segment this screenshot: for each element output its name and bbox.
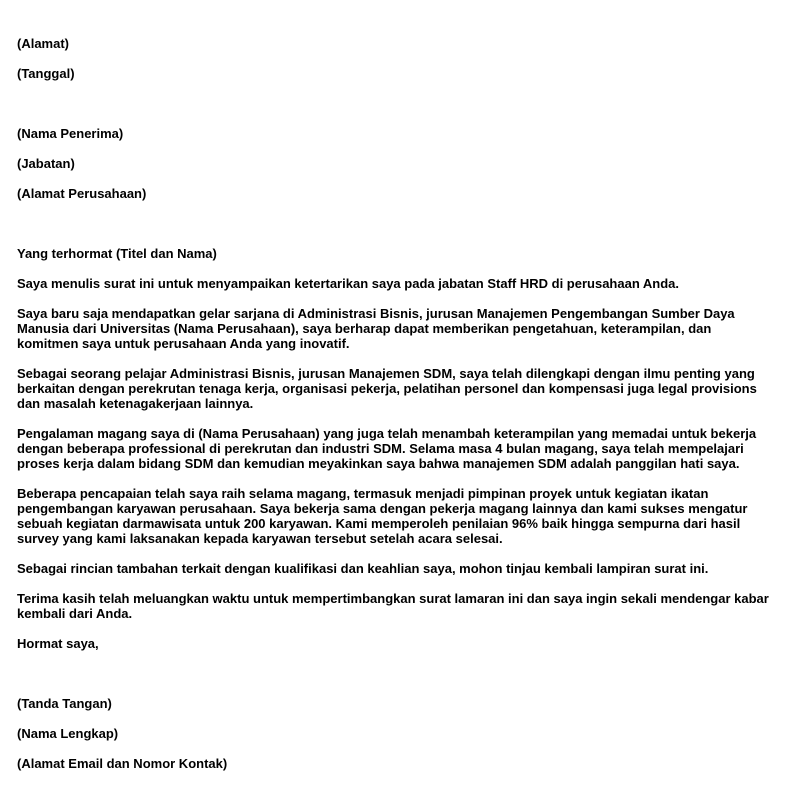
closing: Hormat saya, (17, 636, 99, 651)
paragraph-line: komitmen saya untuk perusahaan Anda yang inovatif. (17, 336, 350, 351)
paragraph-line: dan masalah ketenagakerjaan lainnya. (17, 396, 254, 411)
recipient-name: (Nama Penerima) (17, 126, 124, 141)
body-paragraph-6 (17, 561, 786, 576)
recipient-position: (Jabatan) (17, 156, 75, 171)
paragraph-line: Terima kasih telah meluangkan waktu untuk mempertimbangkan surat lamaran ini dan saya ingin sekali mendengar kabar (17, 591, 769, 606)
paragraph-line: pengembangan karyawan perusahaan. Saya bekerja sama dengan pekerja magang lainnya dan kami sukses mengatur (17, 501, 748, 516)
body-paragraph-3 (17, 366, 786, 411)
body-paragraph-1 (17, 276, 786, 291)
paragraph-line: kembali dari Anda. (17, 606, 133, 621)
sender-address: (Alamat) (17, 36, 70, 51)
contact-info: (Alamat Email dan Nomor Kontak) (17, 756, 228, 771)
body-paragraph-4 (17, 426, 786, 471)
full-name: (Nama Lengkap) (17, 726, 119, 741)
paragraph-line: Sebagai rincian tambahan terkait dengan kualifikasi dan keahlian saya, mohon tinjau kembali lampiran surat ini. (17, 561, 709, 576)
paragraph-line: survey yang kami laksanakan kepada karyawan tersebut setelah acara selesai. (17, 531, 503, 546)
letter-body (17, 276, 786, 621)
paragraph-line: Pengalaman magang saya di (Nama Perusahaan) yang juga telah menambah keterampilan yang memadai untuk bekerja (17, 426, 757, 441)
body-paragraph-5 (17, 486, 786, 546)
paragraph-line: proses kerja dalam bidang SDM dan kemudian meyakinkan saya bahwa manajemen SDM adalah panggilan hati saya. (17, 456, 740, 471)
company-address: (Alamat Perusahaan) (17, 186, 147, 201)
paragraph-line: Beberapa pencapaian telah saya raih selama magang, termasuk menjadi pimpinan proyek untuk kegiatan ikatan (17, 486, 709, 501)
salutation: Yang terhormat (Titel dan Nama) (17, 246, 217, 261)
paragraph-line: dengan beberapa professional di perekrutan dan industri SDM. Selama masa 4 bulan magang, saya telah mempelajari (17, 441, 744, 456)
paragraph-line: Saya menulis surat ini untuk menyampaikan ketertarikan saya pada jabatan Staff HRD di perusahaan Anda. (17, 276, 680, 291)
letter-date: (Tanggal) (17, 66, 75, 81)
signature: (Tanda Tangan) (17, 696, 112, 711)
paragraph-line: Sebagai seorang pelajar Administrasi Bisnis, jurusan Manajemen SDM, saya telah dilengkapi dengan ilmu penting yang (17, 366, 755, 381)
body-paragraph-7 (17, 591, 786, 621)
paragraph-line: Saya baru saja mendapatkan gelar sarjana di Administrasi Bisnis, jurusan Manajemen Pengembangan Sumber Daya (17, 306, 735, 321)
body-paragraph-2 (17, 306, 786, 351)
paragraph-line: sebuah kegiatan darmawisata untuk 200 karyawan. Kami memperoleh penilaian 96% baik hingga sempurna dari hasil (17, 516, 741, 531)
paragraph-line: berkaitan dengan perekrutan tenaga kerja, organisasi pekerja, pelatihan personel dan kompensasi juga legal provisions (17, 381, 757, 396)
paragraph-line: Manusia dari Universitas (Nama Perusahaan), saya berharap dapat memberikan pengetahuan, keterampilan, dan (17, 321, 712, 336)
